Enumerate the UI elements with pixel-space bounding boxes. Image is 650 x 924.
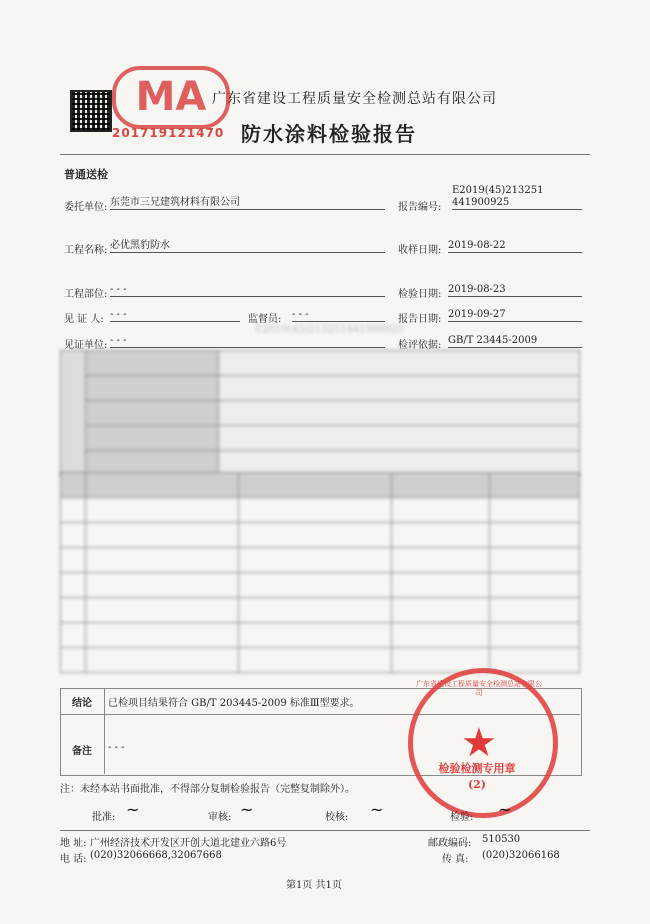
standard-label: 检评依据: [398, 340, 442, 351]
qr-code [70, 90, 112, 132]
received-value: 2019-08-22 [448, 239, 582, 253]
postcode-label: 邮政编码: [428, 838, 472, 849]
seal-number: (2) [467, 778, 487, 791]
remark-value: - - - [108, 742, 125, 753]
sample-info-table [60, 350, 580, 476]
phone-value: (020)32066668,32067668 [90, 850, 222, 861]
cert-number: 201719121470 [112, 126, 225, 140]
supervisor-label: 监督员: [248, 314, 282, 325]
test-signature: ~ [498, 800, 512, 819]
remark-label: 备注 [72, 746, 92, 757]
received-label: 收样日期: [398, 245, 442, 256]
witness-value: - - - [110, 308, 240, 322]
institute-name: 广东省建设工程质量安全检测总站有限公司 [212, 91, 497, 107]
test-date-value: 2019-08-23 [448, 283, 582, 297]
seal-name: 广东省建设工程质量安全检测总站有限公司 [416, 680, 542, 697]
test-label: 检验: [450, 812, 474, 823]
project-name-value: 必优黑豹防水 [110, 239, 385, 253]
witness-unit-value: - - - [110, 334, 385, 348]
divider [60, 830, 590, 831]
report-no-label: 报告编号: [398, 202, 442, 213]
results-table [60, 472, 580, 673]
approve-signature: ~ [126, 800, 140, 819]
fax-label: 传 真: [442, 854, 469, 865]
divider [104, 688, 105, 774]
witness-label: 见 证 人: [64, 314, 104, 325]
watermark: E2019(45)213251441900925 [255, 324, 404, 335]
page-title: 防水涂料检验报告 [241, 122, 417, 146]
witness-unit-label: 见证单位: [64, 340, 108, 351]
star-icon: ★ [461, 720, 497, 766]
seal-use: 检验检测专用章 [438, 762, 516, 775]
check-signature: ~ [370, 800, 384, 819]
fax-value: (020)32066168 [482, 850, 560, 861]
approve-label: 批准: [92, 812, 116, 823]
client-value: 东莞市三兄建筑材料有限公司 [110, 196, 385, 210]
address-label: 地 址: [60, 838, 87, 849]
divider [60, 154, 590, 155]
standard-value: GB/T 23445-2009 [448, 334, 582, 348]
report-date-value: 2019-09-27 [448, 308, 582, 322]
report-no-line1: E2019(45)213251 [452, 185, 544, 196]
project-part-value: - - - [110, 283, 385, 297]
review-label: 审核: [208, 812, 232, 823]
ma-logo: MA [112, 66, 230, 129]
client-label: 委托单位: [64, 202, 108, 213]
conclusion-label: 结论 [72, 698, 92, 709]
supervisor-value: - - - [292, 308, 385, 322]
postcode-value: 510530 [482, 834, 521, 845]
conclusion-text: 已检项目结果符合 GB/T 203445-2009 标准Ⅲ型要求。 [108, 698, 360, 709]
test-date-label: 检验日期: [398, 289, 442, 300]
project-part-label: 工程部位: [64, 289, 108, 300]
check-label: 校核: [325, 812, 349, 823]
page-number: 第1页 共1页 [286, 880, 342, 891]
report-date-label: 报告日期: [398, 314, 442, 325]
review-signature: ~ [240, 800, 254, 819]
copy-note: 注：未经本站书面批准，不得部分复制检验报告（完整复制除外）。 [60, 784, 355, 795]
project-name-label: 工程名称: [64, 245, 108, 256]
report-category: 普通送检 [64, 168, 108, 181]
address-value: 广州经济技术开发区开创大道北建业六路6号 [90, 838, 287, 849]
phone-label: 电 话: [60, 854, 87, 865]
report-no-line2: 441900925 [452, 196, 582, 210]
